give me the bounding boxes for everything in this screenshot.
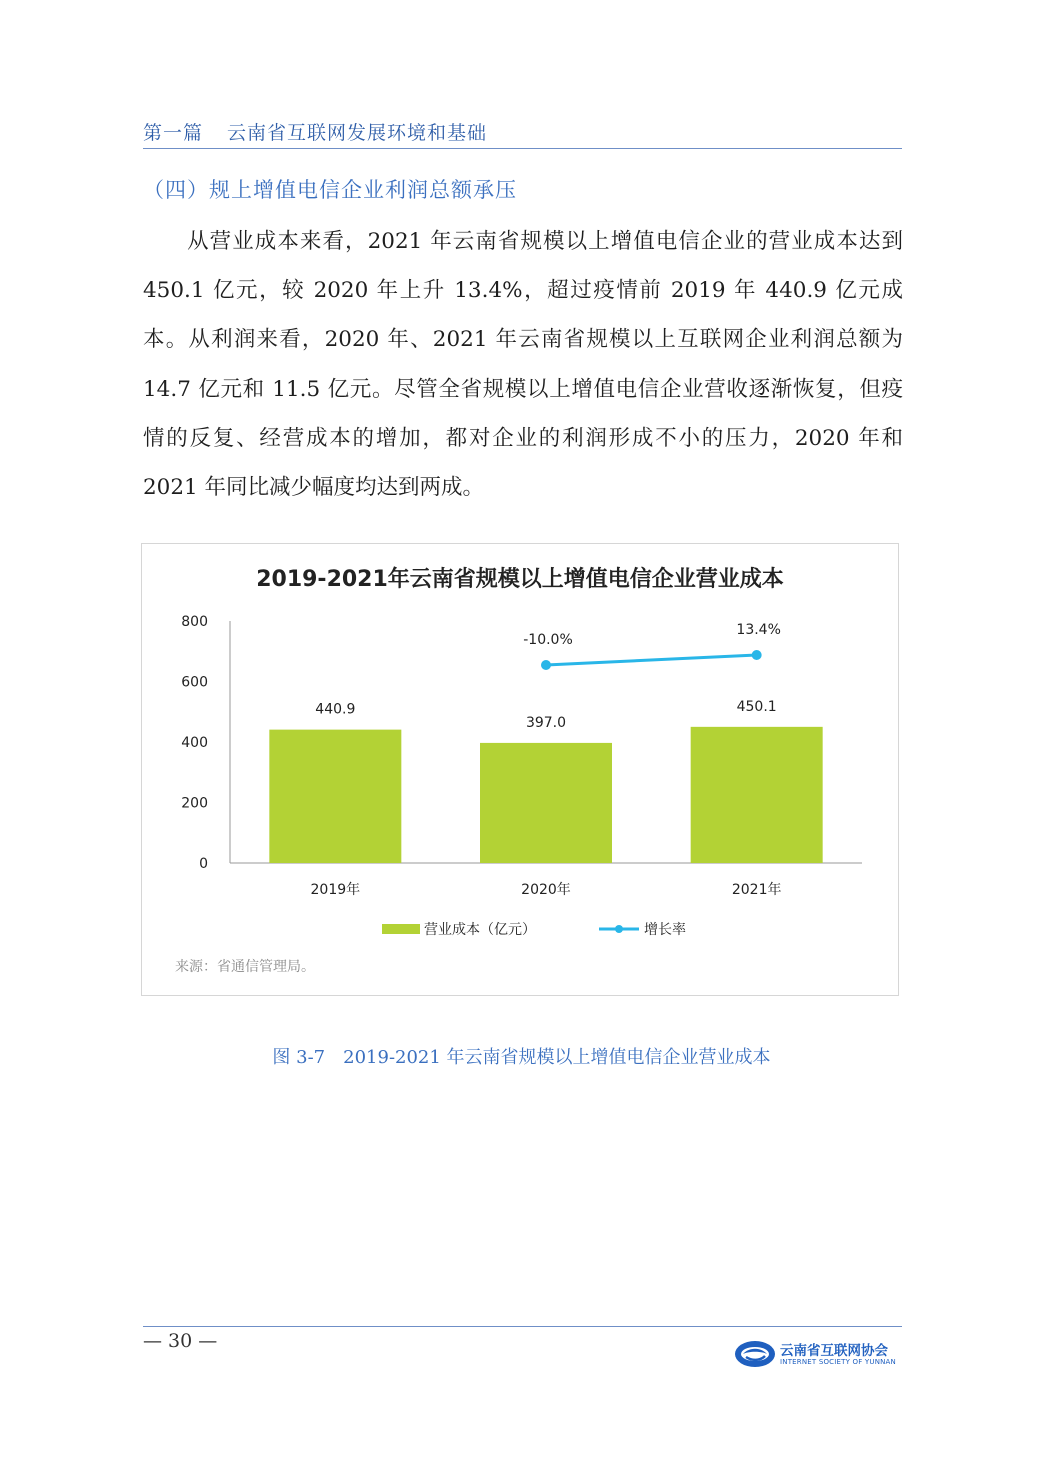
section-title: （四）规上增值电信企业利润总额承压	[143, 178, 517, 202]
chart-title: 2019-2021年云南省规模以上增值电信企业营业成本	[256, 567, 784, 592]
org-logo	[734, 1337, 902, 1371]
growth-rate-point	[752, 650, 762, 660]
header-rule	[143, 148, 902, 149]
body-paragraph	[143, 217, 903, 512]
legend-swatch-line-marker	[615, 925, 623, 933]
footer-rule	[143, 1326, 902, 1327]
bar	[480, 743, 612, 863]
page-number: — 30 —	[143, 1330, 218, 1352]
y-tick-label: 800	[181, 614, 208, 630]
growth-rate-label: -10.0%	[523, 632, 573, 648]
bar-data-label: 440.9	[315, 701, 356, 718]
y-tick-label: 600	[181, 674, 208, 691]
chart-container	[141, 543, 899, 996]
figure-caption: 图 3-7 2019-2021 年云南省规模以上增值电信企业营业成本	[272, 1047, 771, 1068]
body-paragraph-text: 从营业成本来看，2021 年云南省规模以上增值电信企业的营业成本达到 450.1 亿元，较 2020 年上升 13.4%，超过疫情前 2019 年 440.9 亿元成本。从利润来看，2020 年、2021 年云南省规模以上互联网企业利润总额为 14.7 亿元和 11.5 亿元。尽管全省规模以上增值电信企业营收逐渐恢复，但疫情的反复、经营成本的增加，都对企业的利润形成不小的压力，2020 年和 2021 年同比减少幅度均达到两成。	[143, 229, 903, 501]
x-tick-label: 2019年	[310, 882, 361, 898]
org-name-cn: 云南省互联网协会	[780, 1343, 888, 1359]
bar	[269, 730, 401, 863]
legend-label-bar: 营业成本（亿元）	[424, 922, 536, 938]
legend-label-line: 增长率	[644, 922, 686, 938]
org-logo-icon	[734, 1339, 776, 1369]
growth-rate-point	[541, 660, 551, 670]
header-part: 第一篇	[143, 122, 204, 144]
running-header	[143, 118, 902, 145]
bar	[691, 727, 823, 863]
growth-rate-line	[546, 655, 757, 665]
chart-svg	[142, 544, 900, 997]
y-tick-label: 0	[199, 856, 208, 872]
header-title: 云南省互联网发展环境和基础	[227, 122, 488, 144]
y-tick-label: 200	[181, 795, 208, 812]
org-name-en: INTERNET SOCIETY OF YUNNAN	[780, 1358, 896, 1366]
x-tick-label: 2021年	[731, 882, 782, 898]
bar-data-label: 397.0	[525, 714, 567, 731]
y-tick-label: 400	[181, 735, 208, 751]
chart-source: 来源：省通信管理局。	[175, 959, 315, 975]
growth-rate-label: 13.4%	[736, 622, 781, 638]
legend-swatch-bar	[382, 924, 420, 934]
bar-data-label: 450.1	[736, 698, 777, 715]
x-tick-label: 2020年	[521, 882, 571, 898]
